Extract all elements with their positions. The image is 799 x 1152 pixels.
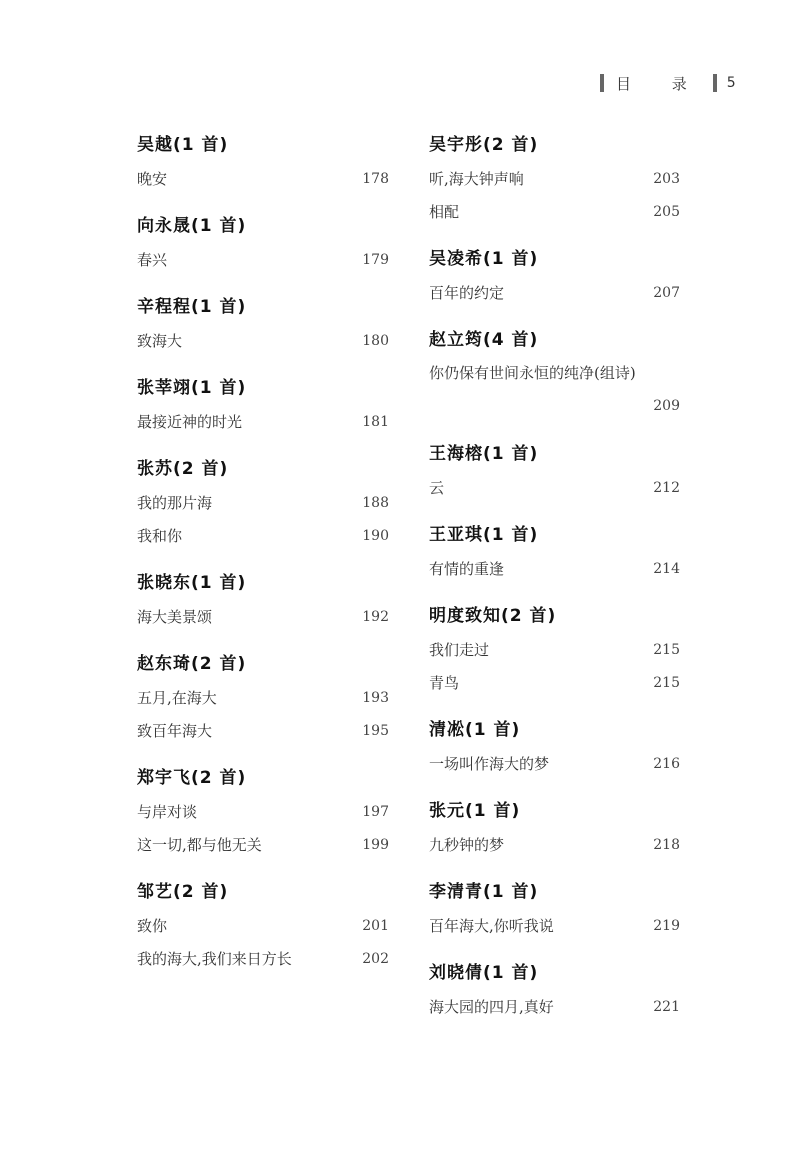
toc-author-section xyxy=(429,956,680,1023)
header-bar-left xyxy=(600,74,604,92)
page-ref: 188 xyxy=(362,494,389,511)
toc-author-section xyxy=(137,290,389,357)
page-ref: 181 xyxy=(362,413,389,430)
toc-author-section xyxy=(429,128,680,228)
page-ref: 179 xyxy=(362,251,389,268)
author-heading: 清凇(1 首) xyxy=(429,720,521,740)
author-heading: 邹艺(2 首) xyxy=(137,882,229,902)
poem-title: 你仍保有世间永恒的纯净(组诗) xyxy=(429,364,636,382)
toc-author-section xyxy=(137,761,389,861)
poem-title: 青鸟 xyxy=(429,674,460,692)
page-ref: 221 xyxy=(653,998,680,1015)
toc-entry[interactable] xyxy=(137,405,389,438)
page-ref: 192 xyxy=(362,608,389,625)
author-heading: 明度致知(2 首) xyxy=(429,606,557,626)
toc-left-column xyxy=(137,128,389,975)
poem-title: 我的那片海 xyxy=(137,494,213,512)
toc-entry[interactable] xyxy=(429,747,680,780)
toc-author-section xyxy=(137,566,389,633)
toc-author-section xyxy=(429,323,680,423)
toc-entry[interactable] xyxy=(429,633,680,666)
author-heading: 王亚琪(1 首) xyxy=(429,525,539,545)
toc-entry[interactable] xyxy=(429,357,680,423)
poem-title: 相配 xyxy=(429,203,460,221)
page-ref: 209 xyxy=(653,398,680,414)
poem-title: 有情的重逢 xyxy=(429,560,505,578)
page-ref: 207 xyxy=(653,284,680,301)
poem-title: 我们走过 xyxy=(429,641,490,659)
poem-title: 海大美景颂 xyxy=(137,608,213,626)
poem-title: 与岸对谈 xyxy=(137,803,198,821)
page-ref: 199 xyxy=(362,836,389,853)
author-heading: 赵东琦(2 首) xyxy=(137,654,247,674)
toc-entry[interactable] xyxy=(137,909,389,942)
page-ref: 218 xyxy=(653,836,680,853)
toc-author-section xyxy=(137,647,389,747)
page-ref: 215 xyxy=(653,674,680,691)
toc-author-section xyxy=(137,371,389,438)
toc-author-section xyxy=(137,452,389,552)
toc-author-section xyxy=(429,518,680,585)
poem-title: 听,海大钟声响 xyxy=(429,170,524,188)
author-heading: 郑宇飞(2 首) xyxy=(137,768,247,788)
toc-entry[interactable] xyxy=(137,714,389,747)
toc-entry[interactable] xyxy=(137,828,389,861)
toc-author-section xyxy=(429,242,680,309)
poem-title: 百年海大,你听我说 xyxy=(429,917,554,935)
poem-title: 五月,在海大 xyxy=(137,689,217,707)
toc-entry[interactable] xyxy=(429,909,680,942)
header-bar-right xyxy=(713,74,717,92)
page-ref: 219 xyxy=(653,917,680,934)
page-ref: 216 xyxy=(653,755,680,772)
toc-entry[interactable] xyxy=(137,486,389,519)
page-ref: 178 xyxy=(362,170,389,187)
poem-title: 致百年海大 xyxy=(137,722,213,740)
poem-title: 一场叫作海大的梦 xyxy=(429,755,550,773)
poem-title: 春兴 xyxy=(137,251,168,269)
page-ref: 215 xyxy=(653,641,680,658)
toc-right-column xyxy=(429,128,680,1023)
page-ref: 201 xyxy=(362,917,389,934)
toc-author-section xyxy=(137,128,389,195)
poem-title: 最接近神的时光 xyxy=(137,413,243,431)
page-ref: 203 xyxy=(653,170,680,187)
author-heading: 王海榕(1 首) xyxy=(429,444,539,464)
author-heading: 张晓东(1 首) xyxy=(137,573,247,593)
toc-author-section xyxy=(429,875,680,942)
toc-entry[interactable] xyxy=(429,828,680,861)
toc-author-section xyxy=(429,599,680,699)
page-ref: 180 xyxy=(362,332,389,349)
poem-title: 致海大 xyxy=(137,332,183,350)
toc-entry[interactable] xyxy=(137,795,389,828)
poem-title: 我的海大,我们来日方长 xyxy=(137,950,292,968)
toc-author-section xyxy=(429,794,680,861)
running-head xyxy=(600,72,736,94)
poem-title: 晚安 xyxy=(137,170,168,188)
toc-entry[interactable] xyxy=(429,990,680,1023)
toc-entry[interactable] xyxy=(429,666,680,699)
poem-title: 云 xyxy=(429,479,445,497)
author-heading: 张苏(2 首) xyxy=(137,459,229,479)
toc-entry[interactable] xyxy=(137,681,389,714)
author-heading: 向永晟(1 首) xyxy=(137,216,247,236)
toc-entry[interactable] xyxy=(137,600,389,633)
toc-entry[interactable] xyxy=(137,942,389,975)
author-heading: 吴越(1 首) xyxy=(137,135,229,155)
toc-entry[interactable] xyxy=(429,195,680,228)
author-heading: 吴凌希(1 首) xyxy=(429,249,539,269)
poem-title: 致你 xyxy=(137,917,168,935)
toc-entry[interactable] xyxy=(429,276,680,309)
author-heading: 刘晓倩(1 首) xyxy=(429,963,539,983)
toc-author-section xyxy=(429,437,680,504)
running-head-title: 目 录 xyxy=(616,74,705,93)
toc-author-section xyxy=(429,713,680,780)
toc-entry[interactable] xyxy=(429,552,680,585)
poem-title: 这一切,都与他无关 xyxy=(137,836,262,854)
toc-entry[interactable] xyxy=(137,324,389,357)
toc-entry[interactable] xyxy=(429,162,680,195)
toc-entry[interactable] xyxy=(429,471,680,504)
toc-entry[interactable] xyxy=(137,162,389,195)
page-ref: 193 xyxy=(362,689,389,706)
page-ref: 212 xyxy=(653,479,680,496)
toc-author-section xyxy=(137,209,389,276)
page-ref: 205 xyxy=(653,203,680,220)
poem-title: 我和你 xyxy=(137,527,183,545)
page-ref: 202 xyxy=(362,950,389,967)
page-number: 5 xyxy=(726,75,736,91)
poem-title: 九秒钟的梦 xyxy=(429,836,505,854)
page-ref: 214 xyxy=(653,560,680,577)
toc-entry[interactable] xyxy=(137,243,389,276)
author-heading: 张莘翊(1 首) xyxy=(137,378,247,398)
page-ref: 197 xyxy=(362,803,389,820)
author-heading: 李清青(1 首) xyxy=(429,882,539,902)
toc-author-section xyxy=(137,875,389,975)
page-ref: 195 xyxy=(362,722,389,739)
author-heading: 吴宇彤(2 首) xyxy=(429,135,539,155)
toc-entry[interactable] xyxy=(137,519,389,552)
poem-title: 海大园的四月,真好 xyxy=(429,998,554,1016)
author-heading: 辛程程(1 首) xyxy=(137,297,247,317)
author-heading: 张元(1 首) xyxy=(429,801,521,821)
author-heading: 赵立筠(4 首) xyxy=(429,330,539,350)
page-ref: 190 xyxy=(362,527,389,544)
poem-title: 百年的约定 xyxy=(429,284,505,302)
